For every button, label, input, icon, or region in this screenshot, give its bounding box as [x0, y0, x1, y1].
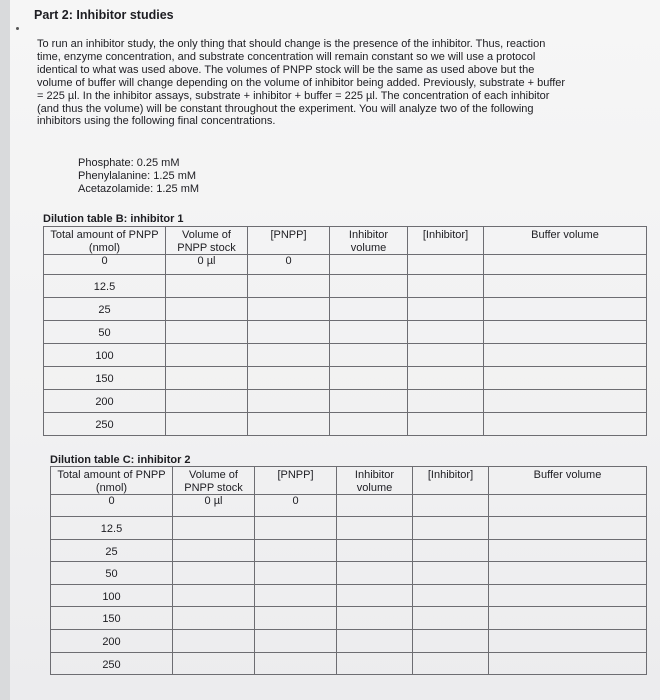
table-row [51, 607, 647, 630]
cell-volume-stock[interactable] [166, 275, 248, 298]
table-row [44, 275, 647, 298]
cell-inhibitor-concentration[interactable] [408, 298, 484, 321]
cell-pnpp[interactable]: 0 [248, 255, 330, 275]
cell-volume-stock[interactable] [166, 298, 248, 321]
cell-inhibitor-concentration[interactable] [408, 367, 484, 390]
cell-total-amount: 12.5 [51, 517, 173, 540]
cell-inhibitor-volume[interactable] [330, 413, 408, 436]
cell-total-amount: 25 [44, 298, 166, 321]
header-total-amount: Total amount of PNPP (nmol) [44, 227, 166, 255]
table-b-title: Dilution table B: inhibitor 1 [43, 213, 184, 225]
cell-total-amount: 200 [51, 629, 173, 652]
table-row [44, 413, 647, 436]
cell-buffer-volume[interactable] [489, 652, 647, 675]
header-total-amount: Total amount of PNPP (nmol) [51, 467, 173, 495]
cell-inhibitor-concentration[interactable] [413, 584, 489, 607]
cell-pnpp[interactable] [248, 367, 330, 390]
cell-inhibitor-concentration[interactable] [413, 495, 489, 517]
cell-total-amount: 50 [51, 562, 173, 585]
table-row [51, 562, 647, 585]
cell-volume-stock[interactable] [173, 562, 255, 585]
cell-inhibitor-concentration[interactable] [408, 390, 484, 413]
cell-inhibitor-concentration[interactable] [413, 562, 489, 585]
cell-total-amount: 25 [51, 539, 173, 562]
inhibitor-phenylalanine: Phenylalanine: 1.25 mM [78, 169, 197, 182]
cell-inhibitor-volume[interactable] [337, 517, 413, 540]
cell-pnpp[interactable] [248, 321, 330, 344]
dilution-table-b [43, 226, 647, 436]
cell-volume-stock[interactable] [173, 517, 255, 540]
header-volume-stock: Volume of PNPP stock [173, 467, 255, 495]
cell-inhibitor-concentration[interactable] [413, 652, 489, 675]
cell-volume-stock[interactable] [173, 607, 255, 630]
cell-inhibitor-volume[interactable] [330, 298, 408, 321]
cell-pnpp[interactable] [255, 629, 337, 652]
cell-inhibitor-volume[interactable] [330, 390, 408, 413]
table-header-row [51, 467, 647, 495]
cell-pnpp[interactable]: 0 [255, 495, 337, 517]
header-buffer-volume: Buffer volume [489, 467, 647, 495]
cell-inhibitor-volume[interactable] [337, 495, 413, 517]
cell-pnpp[interactable] [255, 652, 337, 675]
cell-buffer-volume[interactable] [489, 584, 647, 607]
cell-inhibitor-volume[interactable] [330, 275, 408, 298]
cell-total-amount: 0 [44, 255, 166, 275]
cell-pnpp[interactable] [255, 584, 337, 607]
cell-inhibitor-concentration[interactable] [413, 607, 489, 630]
cell-total-amount: 250 [44, 413, 166, 436]
cell-inhibitor-concentration[interactable] [413, 629, 489, 652]
cell-inhibitor-volume[interactable] [337, 607, 413, 630]
cell-inhibitor-volume[interactable] [337, 562, 413, 585]
header-pnpp: [PNPP] [248, 227, 330, 255]
intro-paragraph: To run an inhibitor study, the only thing that should change is the presence of the inhibitor. Thus, reaction time, enzyme concentration, and substrate concentration will remain constant so we will use a protocol identical to what was used above. The volumes of PNPP stock will be the same as used above but the volume of buffer will change depending on the volume of inhibitor being added. Previously, substrate + buffer = 225 µl. In the inhibitor assays, substrate + inhibitor + buffer = 225 µl. The concentration of each inhibitor (and thus the volume) will be constant throughout the experiment. You will analyze two of the following inhibitors using the following final concentrations. [37, 38, 566, 128]
inhibitor-concentration-list [78, 157, 199, 195]
cell-pnpp[interactable] [248, 390, 330, 413]
cell-pnpp[interactable] [248, 413, 330, 436]
table-row [44, 390, 647, 413]
header-inhibitor-volume: Inhibitor volume [330, 227, 408, 255]
inhibitor-acetazolamide: Acetazolamide: 1.25 mM [78, 182, 200, 195]
cell-total-amount: 200 [44, 390, 166, 413]
cell-inhibitor-volume[interactable] [337, 629, 413, 652]
cell-buffer-volume[interactable] [484, 275, 647, 298]
cell-buffer-volume[interactable] [489, 495, 647, 517]
cell-pnpp[interactable] [248, 298, 330, 321]
cell-buffer-volume[interactable] [484, 298, 647, 321]
cell-total-amount: 50 [44, 321, 166, 344]
cell-inhibitor-volume[interactable] [330, 255, 408, 275]
table-row [44, 367, 647, 390]
cell-volume-stock[interactable] [166, 344, 248, 367]
header-buffer-volume: Buffer volume [484, 227, 647, 255]
cell-inhibitor-concentration[interactable] [413, 517, 489, 540]
header-inhibitor-volume: Inhibitor volume [337, 467, 413, 495]
cell-inhibitor-volume[interactable] [330, 367, 408, 390]
cell-buffer-volume[interactable] [489, 607, 647, 630]
page-mark [16, 27, 19, 30]
cell-volume-stock[interactable] [173, 539, 255, 562]
header-inhibitor-concentration: [Inhibitor] [413, 467, 489, 495]
cell-inhibitor-volume[interactable] [337, 539, 413, 562]
cell-total-amount: 0 [51, 495, 173, 517]
cell-inhibitor-concentration[interactable] [408, 344, 484, 367]
dilution-table-c [50, 466, 647, 675]
cell-inhibitor-concentration[interactable] [408, 321, 484, 344]
worksheet-page [10, 0, 660, 700]
cell-inhibitor-concentration[interactable] [408, 275, 484, 298]
cell-total-amount: 250 [51, 652, 173, 675]
cell-inhibitor-volume[interactable] [337, 652, 413, 675]
table-row [51, 584, 647, 607]
cell-pnpp[interactable] [255, 517, 337, 540]
cell-volume-stock[interactable] [166, 367, 248, 390]
cell-volume-stock[interactable] [166, 413, 248, 436]
cell-buffer-volume[interactable] [489, 517, 647, 540]
table-row [44, 255, 647, 275]
cell-buffer-volume[interactable] [484, 413, 647, 436]
cell-inhibitor-concentration[interactable] [408, 413, 484, 436]
table-row [44, 321, 647, 344]
header-pnpp: [PNPP] [255, 467, 337, 495]
cell-inhibitor-volume[interactable] [330, 321, 408, 344]
cell-buffer-volume[interactable] [489, 629, 647, 652]
table-row [51, 539, 647, 562]
cell-pnpp[interactable] [248, 275, 330, 298]
cell-buffer-volume[interactable] [489, 539, 647, 562]
cell-buffer-volume[interactable] [484, 321, 647, 344]
cell-volume-stock: 0 µl [166, 255, 248, 275]
table-row [51, 652, 647, 675]
table-header-row [44, 227, 647, 255]
header-volume-stock: Volume of PNPP stock [166, 227, 248, 255]
cell-buffer-volume[interactable] [484, 390, 647, 413]
cell-pnpp[interactable] [255, 539, 337, 562]
cell-inhibitor-concentration[interactable] [408, 255, 484, 275]
section-heading: Part 2: Inhibitor studies [34, 8, 174, 22]
cell-volume-stock[interactable] [166, 321, 248, 344]
cell-buffer-volume[interactable] [484, 255, 647, 275]
table-row [44, 344, 647, 367]
cell-volume-stock: 0 µl [173, 495, 255, 517]
cell-total-amount: 100 [51, 584, 173, 607]
table-row [51, 495, 647, 517]
cell-inhibitor-volume[interactable] [330, 344, 408, 367]
cell-buffer-volume[interactable] [484, 367, 647, 390]
cell-pnpp[interactable] [255, 607, 337, 630]
header-inhibitor-concentration: [Inhibitor] [408, 227, 484, 255]
cell-inhibitor-volume[interactable] [337, 584, 413, 607]
cell-volume-stock[interactable] [173, 652, 255, 675]
cell-total-amount: 12.5 [44, 275, 166, 298]
table-c-title: Dilution table C: inhibitor 2 [50, 454, 191, 466]
cell-volume-stock[interactable] [166, 390, 248, 413]
cell-total-amount: 100 [44, 344, 166, 367]
table-row [51, 517, 647, 540]
inhibitor-phosphate: Phosphate: 0.25 mM [78, 157, 180, 169]
cell-buffer-volume[interactable] [489, 562, 647, 585]
cell-buffer-volume[interactable] [484, 344, 647, 367]
cell-volume-stock[interactable] [173, 584, 255, 607]
cell-volume-stock[interactable] [173, 629, 255, 652]
cell-pnpp[interactable] [255, 562, 337, 585]
table-row [51, 629, 647, 652]
cell-pnpp[interactable] [248, 344, 330, 367]
cell-total-amount: 150 [51, 607, 173, 630]
table-row [44, 298, 647, 321]
cell-total-amount: 150 [44, 367, 166, 390]
cell-inhibitor-concentration[interactable] [413, 539, 489, 562]
